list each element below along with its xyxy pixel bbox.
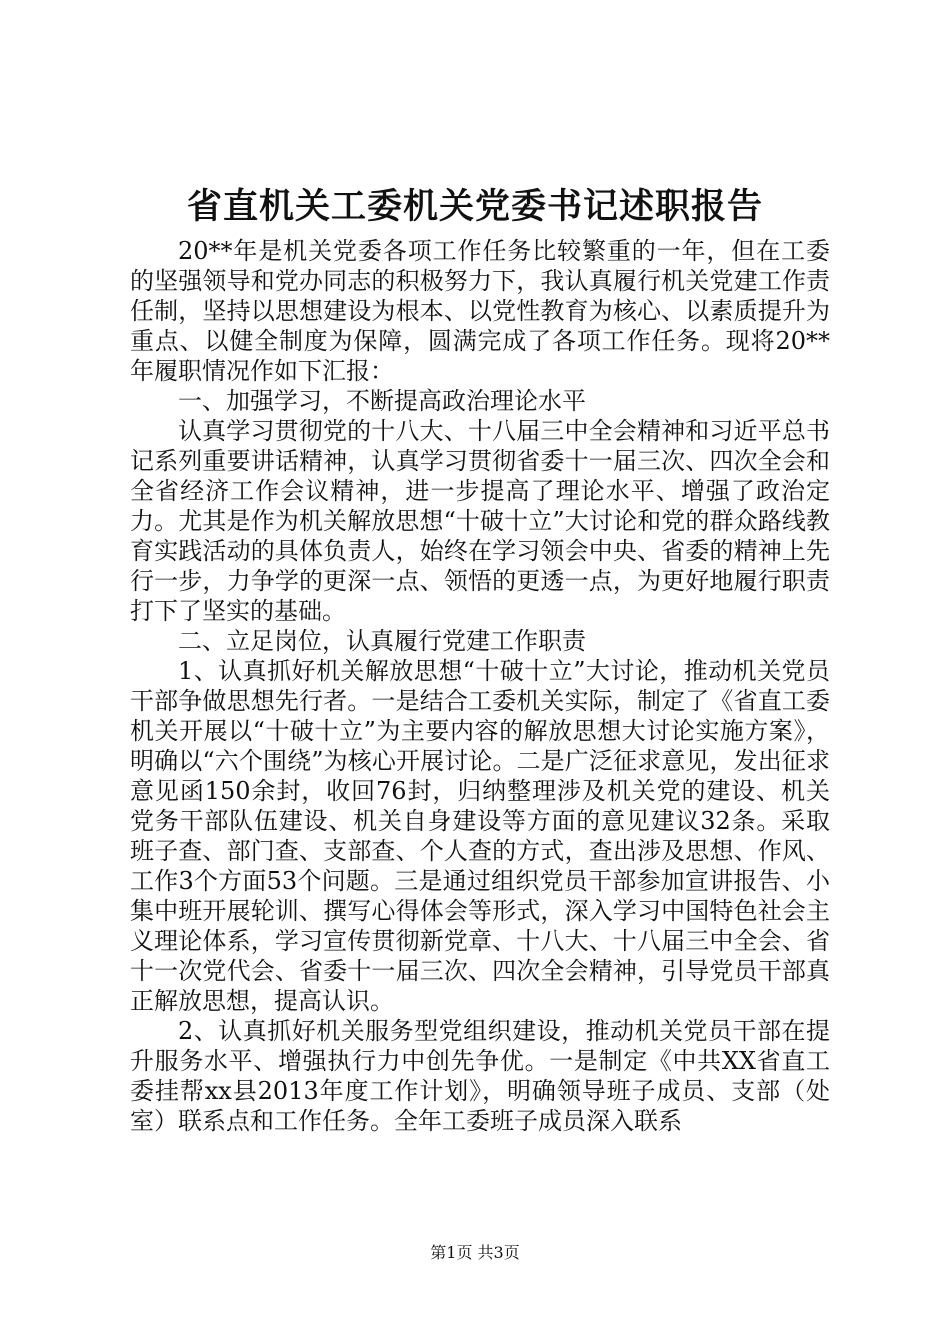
paragraph-intro: 20**年是机关党委各项工作任务比较繁重的一年，但在工委的坚强领导和党办同志的积极努力下，我认真履行机关党建工作责任制，坚持以思想建设为根本、以党性教育为核心、以素质提升为重点、以健全制度为保障，圆满完成了各项工作任务。现将20**年履职情况作如下汇报： — [130, 237, 830, 385]
paragraph-section-1: 认真学习贯彻党的十八大、十八届三中全会精神和习近平总书记系列重要讲话精神，认真学习贯彻省委十一届三次、四次全会和全省经济工作会议精神，进一步提高了理论水平、增强了政治定力。尤其是作为机关解放思想“十破十立”大讨论和党的群众路线教育实践活动的具体负责人，始终在学习领会中央、省委的精神上先行一步，力争学的更深一点、领悟的更透一点，为更好地履行职责打下了坚实的基础。 — [130, 417, 830, 625]
document-title: 省直机关工委机关党委书记述职报告 — [186, 186, 763, 227]
paragraph-item-1: 1、认真抓好机关解放思想“十破十立”大讨论，推动机关党员干部争做思想先行者。一是结合工委机关实际，制定了《省直工委机关开展以“十破十立”为主要内容的解放思想大讨论实施方案》，明确以“六个围绕”为核心开展讨论。二是广泛征求意见，发出征求意见函150余封，收回76封，归纳整理涉及机关党的建设、机关党务干部队伍建设、机关自身建设等方面的意见建议32条。采取班子查、部门查、支部查、个人查的方式，查出涉及思想、作风、工作3个方面53个问题。三是通过组织党员干部参加宣讲报告、小集中班开展轮训、撰写心得体会等形式，深入学习中国特色社会主义理论体系，学习宣传贯彻新党章、十八大、十八届三中全会、省十一次党代会、省委十一届三次、四次全会精神，引导党员干部真正解放思想，提高认识。 — [130, 657, 830, 1015]
section-heading-1: 一、加强学习，不断提高政治理论水平 — [178, 387, 586, 415]
section-heading-2: 二、立足岗位，认真履行党建工作职责 — [178, 627, 586, 655]
paragraph-item-2: 2、认真抓好机关服务型党组织建设，推动机关党员干部在提升服务水平、增强执行力中创先争优。一是制定《中共XX省直工委挂帮xx县2013年度工作计划》，明确领导班子成员、支部（处室）联系点和工作任务。全年工委班子成员深入联系 — [130, 1017, 830, 1135]
document-body — [130, 236, 830, 1136]
page-number-footer: 第1页 共3页 — [430, 1243, 520, 1262]
